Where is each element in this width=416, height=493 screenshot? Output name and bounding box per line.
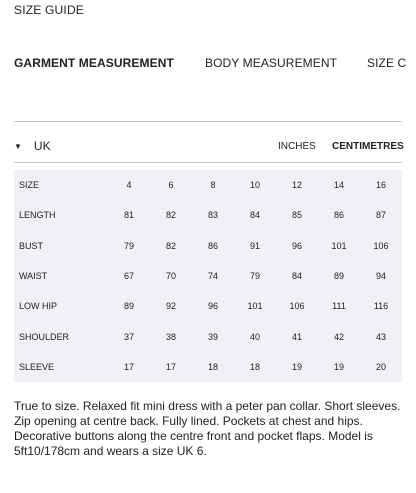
table-cell: 20 xyxy=(375,361,386,372)
row-label: BUST xyxy=(19,240,44,251)
table-cell: 116 xyxy=(373,301,389,312)
row-label: LENGTH xyxy=(19,210,56,221)
unit-inches[interactable]: INCHES xyxy=(278,141,316,152)
tab-size-conversion[interactable]: SIZE C xyxy=(367,56,407,70)
table-cell: 86 xyxy=(333,210,344,221)
table-row xyxy=(14,291,402,321)
page-title: SIZE GUIDE xyxy=(14,3,85,17)
table-cell: 18 xyxy=(207,361,218,372)
table-cell: 89 xyxy=(123,301,134,312)
table-row xyxy=(14,352,402,382)
table-cell: 39 xyxy=(207,331,218,342)
table-cell: 111 xyxy=(332,301,346,312)
table-cell: 42 xyxy=(333,331,344,342)
table-cell: 18 xyxy=(249,361,260,372)
table-row xyxy=(14,231,402,261)
chevron-down-icon: ▼ xyxy=(14,142,22,151)
table-cell: 96 xyxy=(291,240,302,251)
table-cell: 82 xyxy=(165,210,176,221)
table-cell: 4 xyxy=(126,180,132,191)
table-cell: 87 xyxy=(375,210,386,221)
table-cell: 82 xyxy=(165,240,176,251)
table-row xyxy=(14,321,402,351)
table-cell: 84 xyxy=(249,210,260,221)
table-cell: 74 xyxy=(207,270,218,281)
table-cell: 19 xyxy=(291,361,302,372)
table-cell: 84 xyxy=(291,270,302,281)
table-cell: 83 xyxy=(207,210,218,221)
row-label: WAIST xyxy=(19,270,48,281)
table-row xyxy=(14,261,402,291)
unit-selector-row xyxy=(14,139,402,157)
table-row xyxy=(14,170,402,200)
divider-bottom xyxy=(14,162,402,163)
table-cell: 14 xyxy=(333,180,344,191)
table-cell: 17 xyxy=(165,361,176,372)
table-cell: 6 xyxy=(168,180,174,191)
table-cell: 101 xyxy=(331,240,347,251)
table-cell: 10 xyxy=(249,180,260,191)
table-cell: 8 xyxy=(210,180,216,191)
table-cell: 37 xyxy=(123,331,134,342)
region-dropdown[interactable] xyxy=(14,139,51,153)
table-cell: 81 xyxy=(123,210,134,221)
table-cell: 106 xyxy=(289,301,305,312)
product-description: True to size. Relaxed fit mini dress with a peter pan collar. Short sleeves. Zip opening at centre back. Fully lined. Pockets at chest and hips. Decorative buttons along the centre front and pocket flaps. Model is 5ft10/178cm and wears a size UK 6. xyxy=(14,399,401,458)
table-cell: 85 xyxy=(291,210,302,221)
table-cell: 41 xyxy=(291,331,302,342)
table-cell: 40 xyxy=(249,331,260,342)
divider-top xyxy=(14,121,402,122)
table-cell: 106 xyxy=(373,240,389,251)
table-cell: 43 xyxy=(375,331,386,342)
measurement-tabs xyxy=(0,56,416,72)
table-cell: 94 xyxy=(375,270,386,281)
table-row xyxy=(14,200,402,230)
table-cell: 92 xyxy=(165,301,176,312)
table-cell: 79 xyxy=(123,240,134,251)
row-label: LOW HIP xyxy=(19,301,58,312)
size-table xyxy=(14,170,402,382)
table-cell: 86 xyxy=(207,240,218,251)
row-label: SIZE xyxy=(19,180,40,191)
table-cell: 96 xyxy=(207,301,218,312)
table-cell: 91 xyxy=(249,240,260,251)
row-label: SLEEVE xyxy=(19,361,55,372)
table-cell: 101 xyxy=(247,301,263,312)
table-cell: 79 xyxy=(249,270,260,281)
tab-body-measurement[interactable]: BODY MEASUREMENT xyxy=(205,56,338,70)
table-cell: 19 xyxy=(333,361,344,372)
table-cell: 17 xyxy=(123,361,134,372)
table-cell: 67 xyxy=(123,270,134,281)
unit-centimetres[interactable]: CENTIMETRES xyxy=(332,141,404,152)
table-cell: 38 xyxy=(165,331,176,342)
table-cell: 89 xyxy=(333,270,344,281)
region-label: UK xyxy=(33,139,51,153)
table-cell: 12 xyxy=(291,180,302,191)
table-cell: 70 xyxy=(165,270,176,281)
table-cell: 16 xyxy=(375,180,386,191)
row-label: SHOULDER xyxy=(19,331,70,342)
tab-garment-measurement[interactable]: GARMENT MEASUREMENT xyxy=(14,56,174,70)
